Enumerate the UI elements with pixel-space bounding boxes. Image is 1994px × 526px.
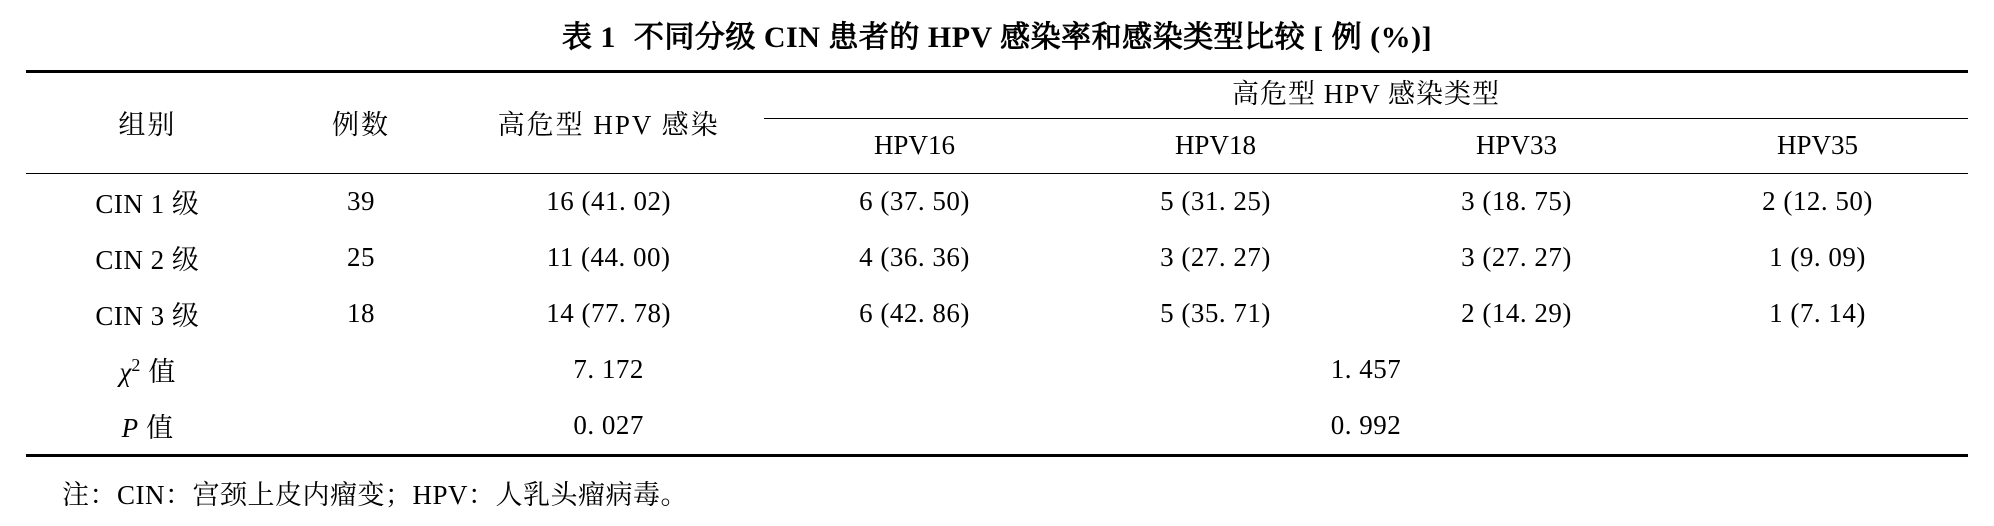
header-cases: 例数 — [331, 110, 390, 141]
cell-hpv18: 5 (31. 25) — [1160, 186, 1271, 216]
stat-spacer — [764, 342, 1065, 398]
cell-group: CIN 2 级 — [95, 245, 200, 275]
cell-group: CIN 1 级 — [95, 189, 200, 219]
stat-label-p — [26, 398, 269, 456]
stat-symbol: χ — [119, 357, 132, 387]
table-row — [26, 286, 1968, 342]
cell-hpv16: 6 (37. 50) — [859, 186, 970, 216]
stat-chi-types: 1. 457 — [1330, 354, 1402, 384]
cell-cases: 39 — [346, 186, 375, 216]
table-note: 注：CIN：宫颈上皮内瘤变；HPV：人乳头瘤病毒。 — [62, 479, 689, 510]
header-hpv16: HPV16 — [873, 130, 955, 161]
header-hpv18: HPV18 — [1174, 130, 1256, 161]
cell-cases: 18 — [346, 298, 375, 328]
cell-hpv18: 3 (27. 27) — [1160, 242, 1271, 272]
caption-text: 不同分级 CIN 患者的 HPV 感染率和感染类型比较 [ 例 (%)] — [633, 21, 1433, 54]
stat-p-types: 0. 992 — [1330, 410, 1402, 440]
header-hpv33: HPV33 — [1475, 130, 1557, 161]
header-hpv35: HPV35 — [1776, 130, 1858, 161]
cell-hpv33: 2 (14. 29) — [1461, 298, 1572, 328]
stat-spacer — [1667, 342, 1968, 398]
header-type-group-label: 高危型 HPV 感染类型 — [764, 74, 1968, 119]
cell-highrisk: 14 (77. 78) — [546, 298, 671, 328]
stat-spacer — [764, 398, 1065, 456]
statistic-row-chi — [26, 342, 1968, 398]
header-group: 组别 — [118, 110, 177, 141]
cell-hpv35: 1 (7. 14) — [1769, 298, 1866, 328]
cell-cases: 25 — [346, 242, 375, 272]
header-row-group — [26, 73, 1968, 119]
header-highrisk: 高危型 HPV 感染 — [497, 110, 720, 141]
cell-highrisk: 11 (44. 00) — [546, 242, 671, 272]
stat-symbol: P — [121, 413, 139, 443]
cell-hpv33: 3 (18. 75) — [1461, 186, 1572, 216]
cell-group: CIN 3 级 — [95, 301, 200, 331]
stat-spacer — [1667, 398, 1968, 456]
table-row — [26, 174, 1968, 230]
table-caption — [26, 0, 1968, 70]
stat-chi-highrisk: 7. 172 — [573, 354, 644, 384]
stat-label-chi — [26, 342, 269, 398]
cell-hpv35: 1 (9. 09) — [1769, 242, 1866, 272]
stat-spacer — [269, 342, 453, 398]
stat-unit: 值 — [146, 413, 174, 443]
stat-unit: 值 — [148, 357, 176, 387]
cell-hpv35: 2 (12. 50) — [1762, 186, 1873, 216]
cell-hpv33: 3 (27. 27) — [1461, 242, 1572, 272]
cell-highrisk: 16 (41. 02) — [546, 186, 671, 216]
table-row — [26, 230, 1968, 286]
cell-hpv18: 5 (35. 71) — [1160, 298, 1271, 328]
stat-p-highrisk: 0. 027 — [573, 410, 644, 440]
stat-superscript: 2 — [131, 355, 141, 375]
data-table — [26, 70, 1968, 457]
header-type-group — [764, 73, 1968, 119]
statistic-row-p — [26, 398, 1968, 456]
caption-number: 表 1 — [561, 21, 616, 54]
stat-spacer — [269, 398, 453, 456]
cell-hpv16: 6 (42. 86) — [859, 298, 970, 328]
cell-hpv16: 4 (36. 36) — [859, 242, 970, 272]
